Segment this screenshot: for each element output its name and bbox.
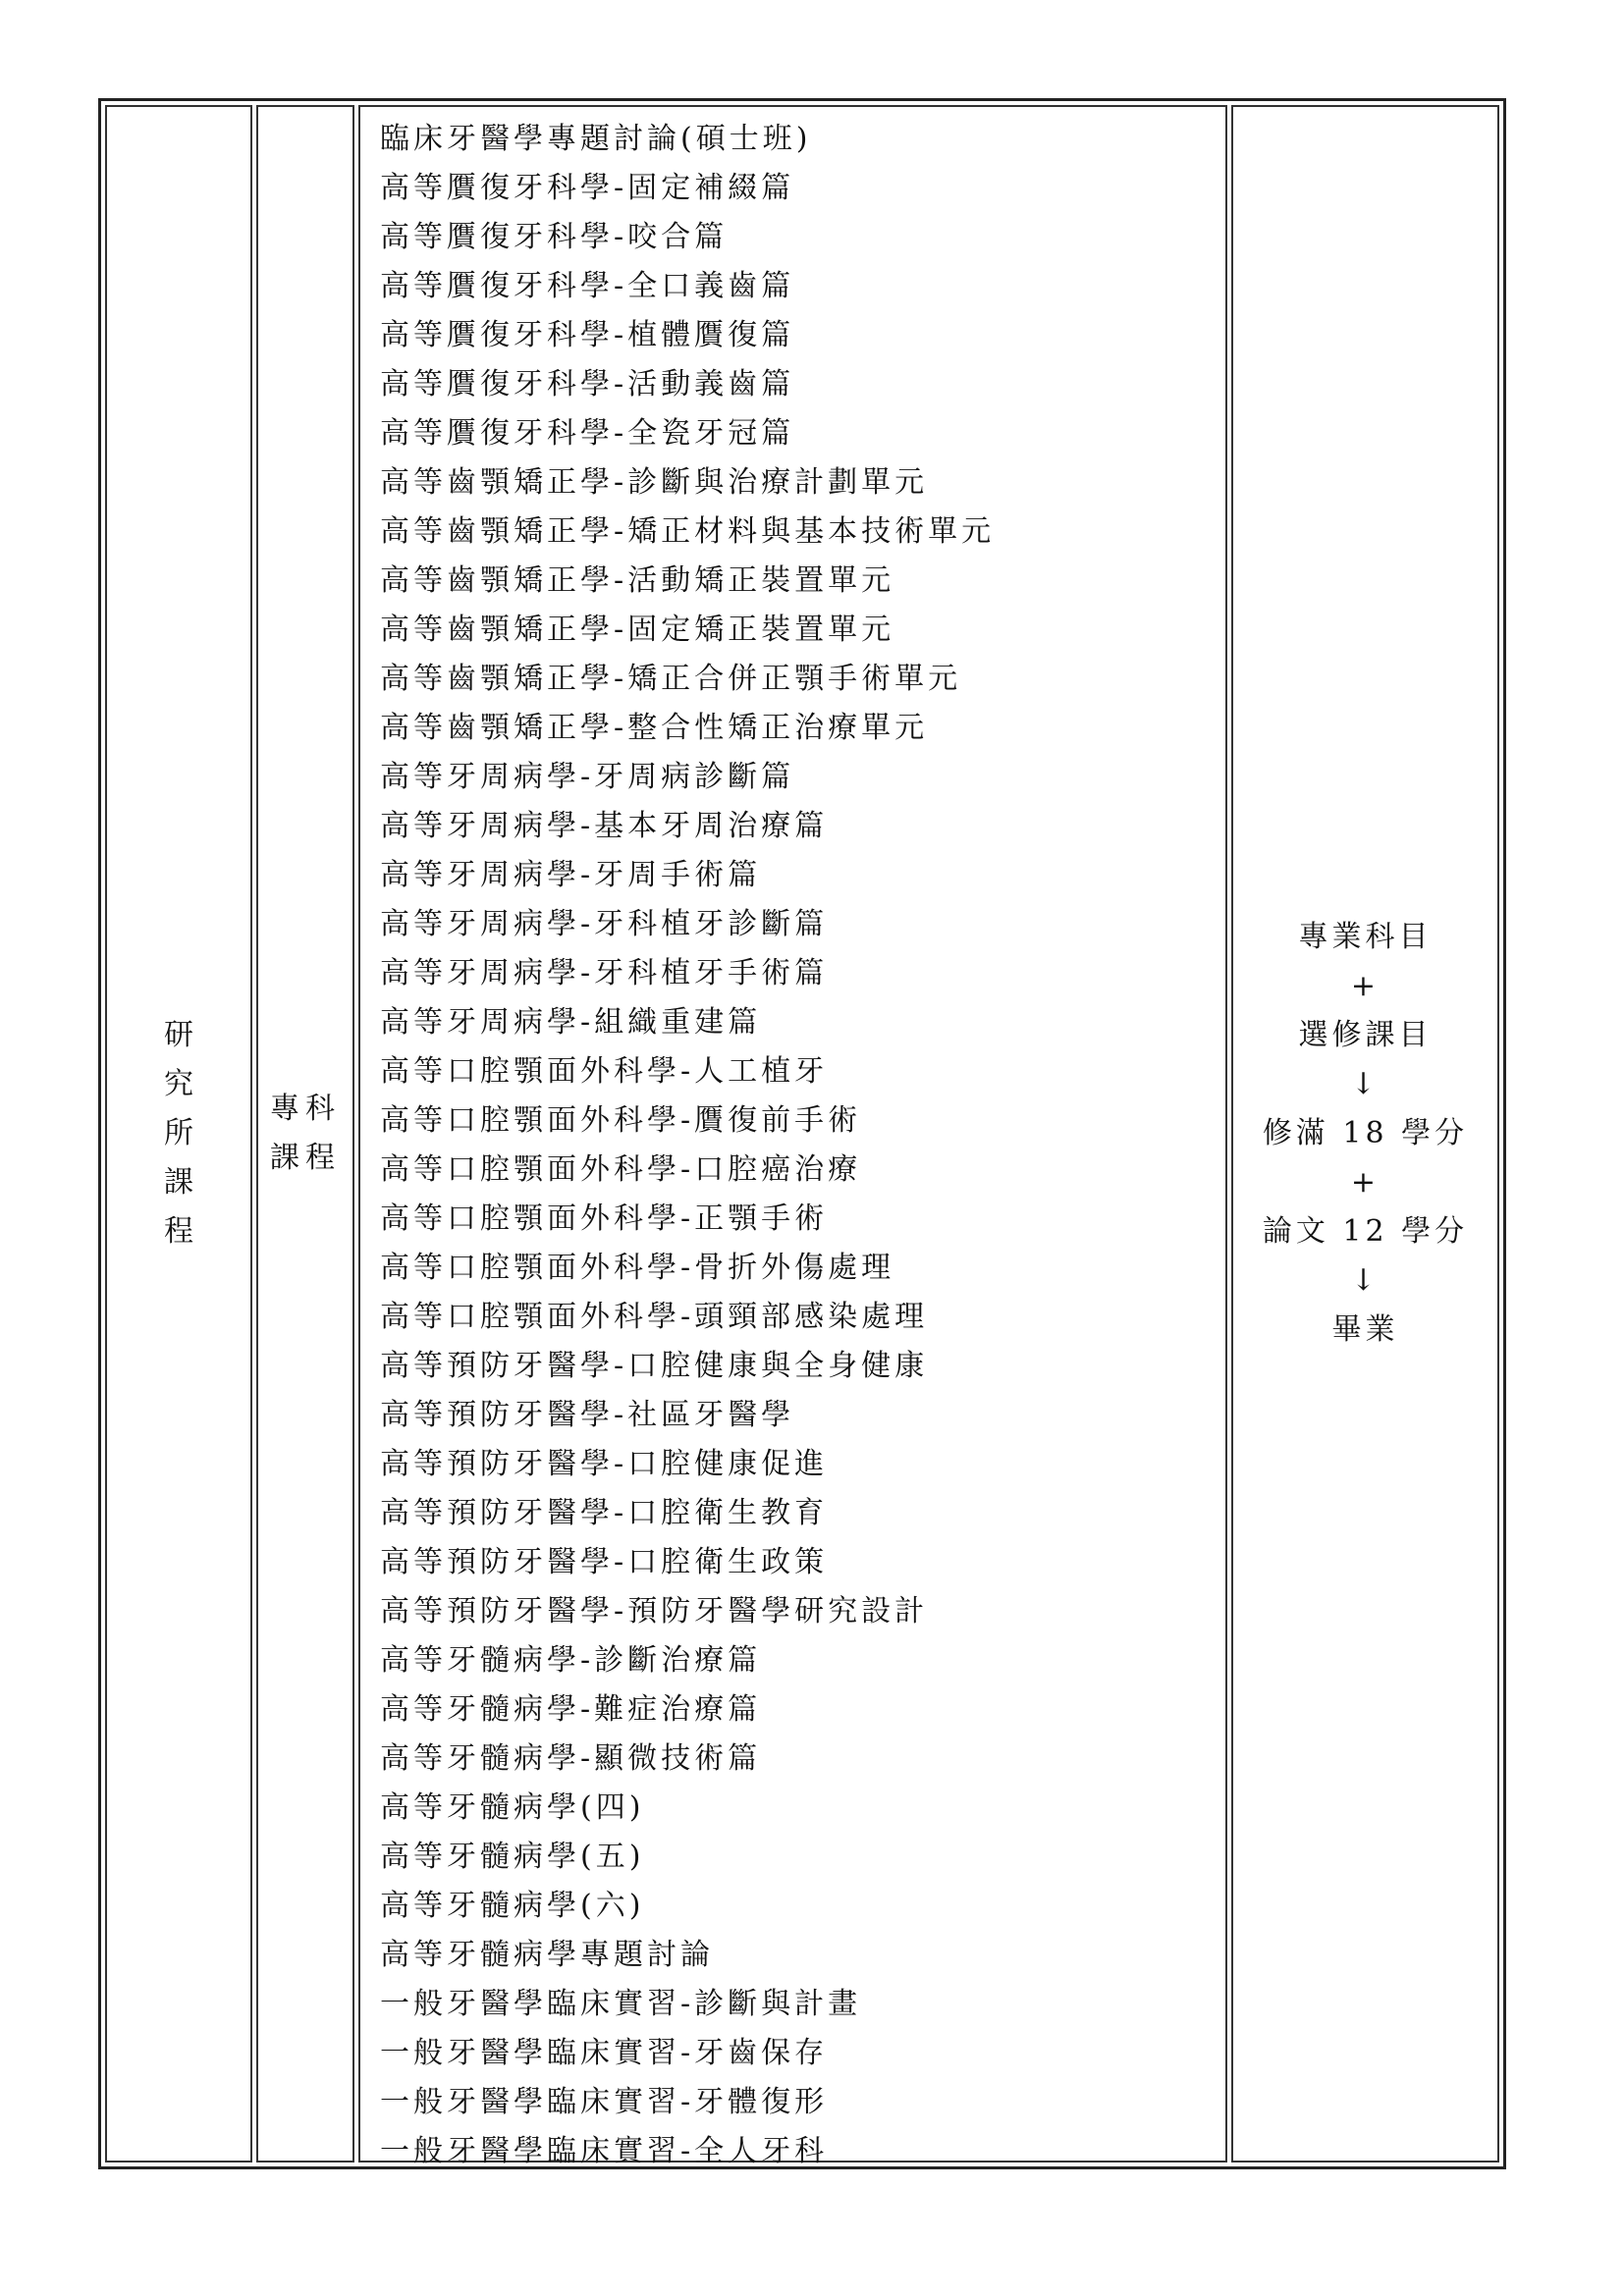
course-item: 高等預防牙醫學-社區牙醫學 [380,1398,795,1432]
category-char: 程 [164,1214,193,1249]
requirement-line: 修滿 18 學分 [1262,1116,1469,1150]
graduation-requirements [1233,913,1497,1355]
course-list [380,115,995,2176]
course-item: 高等齒顎矯正學-矯正材料與基本技術單元 [380,514,996,549]
course-item: 高等預防牙醫學-口腔健康與全身健康 [380,1349,929,1383]
course-item: 高等贋復牙科學-活動義齒篇 [380,367,795,401]
course-item: 高等牙髓病學(五) [380,1840,645,1874]
category-label [107,1011,250,1256]
category-char: 研 [164,1018,193,1052]
course-item: 高等牙周病學-牙科植牙診斷篇 [380,907,829,941]
course-item: 高等贋復牙科學-固定補綴篇 [380,171,795,205]
course-item: 高等牙周病學-組織重建篇 [380,1005,762,1040]
course-item: 高等牙髓病學-顯微技術篇 [380,1741,762,1776]
requirement-line: + [1350,969,1380,1003]
course-item: 高等牙髓病學(六) [380,1889,645,1923]
course-item: 高等牙周病學-基本牙周治療篇 [380,809,829,843]
course-item: 高等牙周病學-牙周病診斷篇 [380,760,795,794]
requirement-line: 專業科目 [1298,920,1433,954]
course-item: 高等贋復牙科學-全口義齒篇 [380,269,795,303]
course-item: 高等口腔顎面外科學-人工植牙 [380,1054,829,1089]
course-item: 高等口腔顎面外科學-正顎手術 [380,1201,829,1236]
requirement-line: 畢業 [1331,1312,1399,1347]
course-item: 高等贋復牙科學-全瓷牙冠篇 [380,416,795,451]
course-item: 高等齒顎矯正學-整合性矯正治療單元 [380,711,929,745]
course-item: 一般牙醫學臨床實習-牙齒保存 [380,2036,829,2070]
course-item: 高等齒顎矯正學-固定矯正裝置單元 [380,613,895,647]
requirement-line: ↓ [1350,1067,1380,1101]
course-item: 高等牙髓病學專題討論 [380,1938,714,1972]
course-item: 高等贋復牙科學-植體贋復篇 [380,318,795,352]
category-char: 究 [164,1067,193,1101]
requirements-cell [1231,105,1499,2163]
requirement-line: + [1350,1165,1380,1200]
course-item: 高等口腔顎面外科學-頭頸部感染處理 [380,1300,929,1334]
course-type-line: 專科 [270,1092,341,1126]
course-list-cell [358,105,1227,2168]
requirement-line: ↓ [1350,1263,1380,1298]
course-item: 高等牙髓病學-難症治療篇 [380,1692,762,1727]
requirement-line: 論文 12 學分 [1262,1214,1469,1249]
course-item: 高等贋復牙科學-咬合篇 [380,220,729,254]
course-item: 臨床牙醫學專題討論(碩士班) [380,122,812,156]
requirement-line: 選修課目 [1298,1018,1433,1052]
course-item: 一般牙醫學臨床實習-牙體復形 [380,2085,829,2119]
course-item: 高等預防牙醫學-口腔衛生教育 [380,1496,829,1530]
curriculum-table [98,98,1506,2169]
course-item: 高等口腔顎面外科學-贋復前手術 [380,1103,862,1138]
category-char: 所 [164,1116,193,1150]
course-item: 高等預防牙醫學-口腔健康促進 [380,1447,829,1481]
course-item: 一般牙醫學臨床實習-全人牙科 [380,2134,829,2168]
course-item: 高等預防牙醫學-預防牙醫學研究設計 [380,1594,929,1629]
course-item: 高等牙周病學-牙周手術篇 [380,858,762,892]
course-item: 高等牙髓病學(四) [380,1790,645,1825]
course-item: 高等齒顎矯正學-矯正合併正顎手術單元 [380,662,962,696]
course-item: 高等牙髓病學-診斷治療篇 [380,1643,762,1678]
course-type-label [258,1085,352,1183]
category-cell [105,105,252,2163]
course-type-line: 課程 [270,1141,341,1175]
course-item: 高等齒顎矯正學-活動矯正裝置單元 [380,563,895,598]
course-item: 一般牙醫學臨床實習-診斷與計畫 [380,1987,862,2021]
course-item: 高等預防牙醫學-口腔衛生政策 [380,1545,829,1579]
course-item: 高等牙周病學-牙科植牙手術篇 [380,956,829,990]
course-item: 高等口腔顎面外科學-骨折外傷處理 [380,1251,895,1285]
category-char: 課 [164,1165,193,1200]
course-item: 高等齒顎矯正學-診斷與治療計劃單元 [380,465,929,500]
course-item: 高等口腔顎面外科學-口腔癌治療 [380,1152,862,1187]
course-type-cell [256,105,354,2163]
